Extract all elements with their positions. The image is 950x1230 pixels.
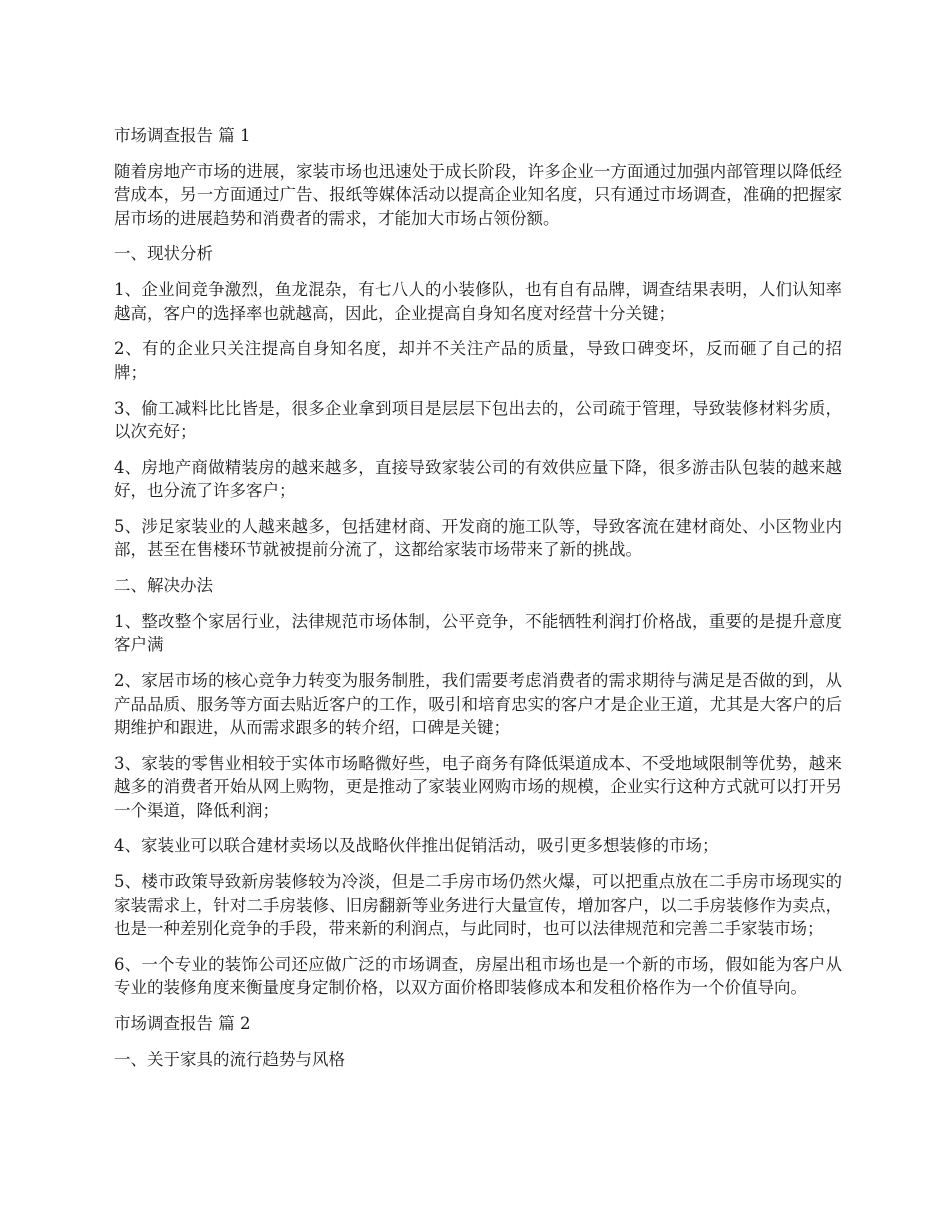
document-body	[114, 124, 842, 1084]
paragraph-analysis-3: 3、偷工减料比比皆是，很多企业拿到项目是层层下包出去的，公司疏于管理，导致装修材料劣质，以次充好；	[114, 398, 842, 442]
section-heading-status-analysis: 一、现状分析	[114, 244, 213, 264]
paragraph-intro: 随着房地产市场的进展，家装市场也迅速处于成长阶段，许多企业一方面通过加强内部管理以降低经营成本，另一方面通过广告、报纸等媒体活动以提高企业知名度，只有通过市场调查，准确的把握家居市场的进展趋势和消费者的需求，才能加大市场占领份额。	[114, 161, 842, 228]
paragraph-analysis-1: 1、企业间竞争激烈，鱼龙混杂，有七八人的小装修队，也有自有品牌，调查结果表明，人们认知率越高，客户的选择率也就越高，因此，企业提高自身知名度对经营十分关键；	[114, 280, 842, 323]
section-heading-report-1: 市场调查报告 篇 1	[114, 126, 251, 145]
paragraph-analysis-4: 4、房地产商做精装房的越来越多，直接导致家装公司的有效供应量下降，很多游击队包装的越来越好，也分流了许多客户；	[114, 457, 842, 501]
paragraph-analysis-2: 2、有的企业只关注提高自身知名度，却并不关注产品的质量，导致口碑变坏，反而砸了自己的招牌；	[114, 339, 842, 382]
paragraph-solution-6: 6、一个专业的装饰公司还应做广泛的市场调查，房屋出租市场也是一个新的市场，假如能为客户从专业的装修角度来衡量度身定制价格，以双方面价格即装修成本和发租价格作为一个价值导向。	[114, 954, 842, 998]
section-heading-solutions: 二、解决办法	[114, 576, 213, 596]
section-heading-furniture-trends: 一、关于家具的流行趋势与风格	[114, 1049, 345, 1069]
paragraph-solution-2: 2、家居市场的核心竞争力转变为服务制胜，我们需要考虑消费者的需求期待与满足是否做的到，从产品品质、服务等方面去贴近客户的工作，吸引和培育忠实的客户才是企业王道，尤其是大客户的后期维护和跟进，从而需求跟多的转介绍，口碑是关键；	[114, 671, 842, 738]
section-heading-report-2: 市场调查报告 篇 2	[114, 1014, 251, 1034]
paragraph-solution-4: 4、家装业可以联合建材卖场以及战略伙伴推出促销活动，吸引更多想装修的市场；	[114, 836, 719, 856]
paragraph-solution-5: 5、楼市政策导致新房装修较为冷淡，但是二手房市场仍然火爆，可以把重点放在二手房市场现实的家装需求上，针对二手房装修、旧房翻新等业务进行大量宣传，增加客户，以二手房装修作为卖点，也是一种差别化竞争的手段，带来新的利润点，与此同时，也可以法律规范和完善二手家装市场；	[114, 872, 842, 939]
paragraph-solution-1: 1、整改整个家居行业，法律规范市场体制，公平竞争，不能牺牲利润打价格战，重要的是提升意度客户满	[114, 612, 842, 655]
paragraph-analysis-5: 5、涉足家装业的人越来越多，包括建材商、开发商的施工队等，导致客流在建材商处、小区物业内部，甚至在售楼环节就被提前分流了，这都给家装市场带来了新的挑战。	[114, 517, 842, 560]
paragraph-solution-3: 3、家装的零售业相较于实体市场略微好些，电子商务有降低渠道成本、不受地域限制等优势，越来越多的消费者开始从网上购物，更是推动了家装业网购市场的规模，企业实行这种方式就可以打开另一个渠道，降低利润；	[114, 753, 842, 820]
